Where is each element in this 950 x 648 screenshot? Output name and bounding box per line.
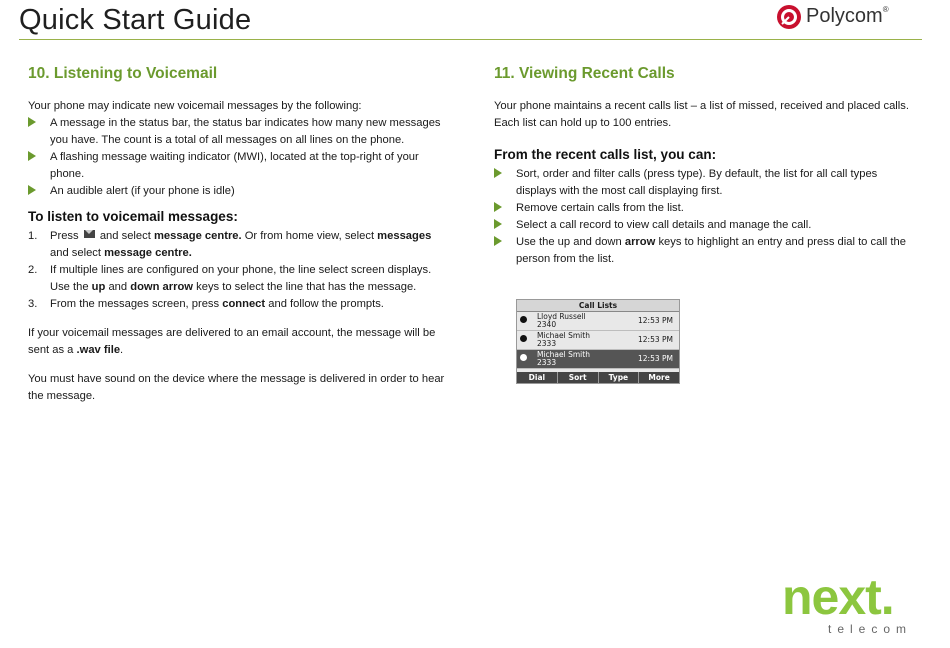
list-item: An audible alert (if your phone is idle) <box>28 183 453 200</box>
recent-calls-heading: 11. Viewing Recent Calls <box>494 65 675 82</box>
voicemail-heading: 10. Listening to Voicemail <box>28 65 218 82</box>
next-logo-word: next. <box>782 569 894 625</box>
arrow-bullet-icon <box>494 236 502 246</box>
call-list-row: Lloyd Russell 2340 12:53 PM <box>517 312 679 331</box>
step-item: 3. From the messages screen, press connect and follow the prompts. <box>28 298 384 310</box>
recent-calls-actions-list <box>494 166 914 268</box>
next-logo-sub: telecom <box>828 622 913 636</box>
call-list-row: Michael Smith 2333 12:53 PM <box>517 331 679 350</box>
list-item: A flashing message waiting indicator (MWI), located at the top-right of your phone. <box>28 149 453 183</box>
polycom-wordmark: Polycom® <box>806 5 889 27</box>
polycom-logo-icon <box>776 4 802 30</box>
arrow-bullet-icon <box>494 202 502 212</box>
call-type-icon <box>520 335 527 342</box>
arrow-bullet-icon <box>28 185 36 195</box>
call-list-row-selected: Michael Smith 2333 12:53 PM <box>517 350 679 369</box>
recent-calls-subheading: From the recent calls list, you can: <box>494 147 717 162</box>
envelope-icon <box>84 230 95 238</box>
recent-calls-intro: Your phone maintains a recent calls list – a list of missed, received and placed calls. Each list can hold up to 100 entries. <box>494 100 909 129</box>
arrow-bullet-icon <box>28 117 36 127</box>
list-item: Sort, order and filter calls (press type). By default, the list for all call types displays with the most call displaying first. <box>494 166 914 200</box>
list-item: Select a call record to view call details and manage the call. <box>494 217 914 234</box>
softkey-type: Type <box>598 372 639 383</box>
voicemail-intro: Your phone may indicate new voicemail messages by the following: <box>28 100 362 112</box>
voicemail-section <box>28 62 453 405</box>
softkey-dial: Dial <box>528 373 546 382</box>
call-lists-screenshot <box>516 299 680 384</box>
softkey-more: More <box>638 372 679 383</box>
list-item: Remove certain calls from the list. <box>494 200 914 217</box>
arrow-bullet-icon <box>28 151 36 161</box>
listen-steps <box>28 228 453 313</box>
header-divider <box>19 39 922 40</box>
step-item: 1. Press and select message centre. Or from home view, select messages and select message centre. <box>28 230 432 259</box>
recent-calls-section <box>494 62 914 268</box>
call-lists-title: Call Lists <box>517 300 679 312</box>
call-type-icon <box>520 316 527 323</box>
list-item: A message in the status bar, the status bar indicates how many new messages you have. The count is a total of all messages on all lines on the phone. <box>28 115 453 149</box>
step-item: 2. If multiple lines are configured on your phone, the line select screen displays. Use the up and down arrow keys to select the line that has the message. <box>28 264 432 293</box>
softkey-sort: Sort <box>557 372 598 383</box>
page-title: Quick Start Guide <box>19 4 252 36</box>
voicemail-indicator-list <box>28 115 453 200</box>
next-telecom-logo <box>782 569 922 640</box>
listen-subheading: To listen to voicemail messages: <box>28 209 238 224</box>
sound-paragraph: You must have sound on the device where the message is delivered in order to hear the message. <box>28 373 445 402</box>
softkey-bar <box>517 372 679 383</box>
polycom-logo <box>776 3 891 33</box>
call-type-icon <box>520 354 527 361</box>
email-delivery-paragraph: If your voicemail messages are delivered to an email account, the message will be sent as a .wav file. <box>28 327 436 356</box>
arrow-bullet-icon <box>494 168 502 178</box>
list-item: Use the up and down arrow keys to highlight an entry and press dial to call the person from the list. <box>494 234 914 268</box>
arrow-bullet-icon <box>494 219 502 229</box>
